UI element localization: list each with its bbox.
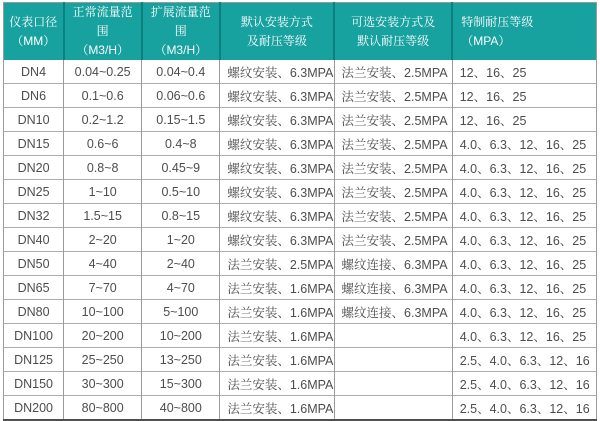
cell-optional-install: 法兰安装、2.5MPA xyxy=(334,228,452,252)
table-row-dn4 xyxy=(4,60,597,84)
table-row-dn100 xyxy=(4,324,597,348)
cell-normal-flow: 0.1~0.6 xyxy=(64,84,142,108)
cell-default-install: 法兰安装、1.6MPA xyxy=(220,324,334,348)
table-row-dn6 xyxy=(4,84,597,108)
table-row-dn150 xyxy=(4,372,597,396)
cell-optional-install: 法兰安装、2.5MPA xyxy=(334,180,452,204)
cell-special-pressure: 4.0、6.3、12、16、25 xyxy=(452,204,596,228)
table-row-dn65 xyxy=(4,276,597,300)
table-row-dn50 xyxy=(4,252,597,276)
cell-diameter: DN10 xyxy=(4,108,64,132)
column-header-special-pressure xyxy=(452,3,596,61)
cell-normal-flow: 4~40 xyxy=(64,252,142,276)
cell-special-pressure: 4.0、6.3、12、16、25 xyxy=(452,180,596,204)
cell-optional-install xyxy=(334,348,452,372)
cell-default-install: 螺纹安装、6.3MPA xyxy=(220,84,334,108)
cell-default-install: 螺纹安装、6.3MPA xyxy=(220,204,334,228)
table-row-dn80 xyxy=(4,300,597,324)
cell-optional-install: 螺纹连接、6.3MPA xyxy=(334,252,452,276)
column-header-optional-install xyxy=(334,3,452,61)
cell-normal-flow: 25~250 xyxy=(64,348,142,372)
cell-default-install: 螺纹安装、6.3MPA xyxy=(220,156,334,180)
cell-extended-flow: 10~200 xyxy=(142,324,220,348)
cell-diameter: DN25 xyxy=(4,180,64,204)
cell-optional-install: 法兰安装、2.5MPA xyxy=(334,84,452,108)
table-row-dn15 xyxy=(4,132,597,156)
column-header-normal-flow xyxy=(64,3,142,61)
cell-default-install: 法兰安装、1.6MPA xyxy=(220,276,334,300)
cell-optional-install: 法兰安装、2.5MPA xyxy=(334,132,452,156)
cell-diameter: DN15 xyxy=(4,132,64,156)
cell-extended-flow: 0.04~0.4 xyxy=(142,60,220,84)
cell-normal-flow: 7~70 xyxy=(64,276,142,300)
cell-normal-flow: 0.2~1.2 xyxy=(64,108,142,132)
cell-diameter: DN200 xyxy=(4,396,64,421)
cell-default-install: 法兰安装、1.6MPA xyxy=(220,396,334,421)
table-row-dn40 xyxy=(4,228,597,252)
cell-special-pressure: 4.0、6.3、12、16、25 xyxy=(452,276,596,300)
cell-extended-flow: 0.5~10 xyxy=(142,180,220,204)
cell-optional-install: 螺纹连接、6.3MPA xyxy=(334,276,452,300)
cell-normal-flow: 20~200 xyxy=(64,324,142,348)
cell-special-pressure: 2.5、4.0、6.3、12、16 xyxy=(452,372,596,396)
cell-normal-flow: 10~100 xyxy=(64,300,142,324)
cell-default-install: 法兰安装、1.6MPA xyxy=(220,348,334,372)
cell-special-pressure: 4.0、6.3、12、16、25 xyxy=(452,324,596,348)
column-header-line: 默认安装方式 xyxy=(240,14,313,29)
cell-extended-flow: 40~800 xyxy=(142,396,220,421)
cell-special-pressure: 4.0、6.3、12、16、25 xyxy=(452,132,596,156)
column-header-diameter xyxy=(4,3,64,61)
cell-special-pressure: 4.0、6.3、12、16、25 xyxy=(452,300,596,324)
cell-optional-install: 法兰安装、2.5MPA xyxy=(334,60,452,84)
cell-special-pressure: 12、16、25 xyxy=(452,60,596,84)
cell-extended-flow: 4~70 xyxy=(142,276,220,300)
cell-diameter: DN40 xyxy=(4,228,64,252)
cell-default-install: 法兰安装、2.5MPA xyxy=(220,252,334,276)
cell-diameter: DN6 xyxy=(4,84,64,108)
column-header-line: 可选安装方式及 xyxy=(351,14,436,29)
cell-special-pressure: 2.5、4.0、6.3、12、16 xyxy=(452,348,596,372)
cell-default-install: 螺纹安装、6.3MPA xyxy=(220,108,334,132)
cell-extended-flow: 15~300 xyxy=(142,372,220,396)
cell-diameter: DN65 xyxy=(4,276,64,300)
cell-diameter: DN80 xyxy=(4,300,64,324)
cell-special-pressure: 4.0、6.3、12、16、25 xyxy=(452,252,596,276)
cell-optional-install: 法兰安装、2.5MPA xyxy=(334,108,452,132)
column-header-line: （MM） xyxy=(11,33,56,48)
column-header-default-install xyxy=(220,3,334,61)
cell-default-install: 螺纹安装、6.3MPA xyxy=(220,180,334,204)
cell-diameter: DN4 xyxy=(21,64,47,79)
cell-extended-flow: 0.45~9 xyxy=(142,156,220,180)
column-header-extended-flow xyxy=(142,3,220,61)
cell-optional-install: 法兰安装、2.5MPA xyxy=(334,156,452,180)
cell-default-install: 螺纹安装、6.3MPA xyxy=(220,228,334,252)
column-header-line: （M3/H） xyxy=(76,43,129,57)
table-row-dn32 xyxy=(4,204,597,228)
flowmeter-spec-table-wrapper xyxy=(3,2,597,421)
table-header xyxy=(4,3,597,61)
cell-extended-flow: 0.15~1.5 xyxy=(142,108,220,132)
cell-special-pressure: 2.5、4.0、6.3、12、16 xyxy=(452,396,596,421)
column-header-line: 仪表口径 xyxy=(9,14,58,29)
column-header-line: 扩展流量范围 xyxy=(150,5,211,38)
table-body xyxy=(4,60,597,420)
cell-optional-install xyxy=(334,396,452,421)
column-header-line: 正常流量范围 xyxy=(72,5,133,38)
cell-special-pressure: 12、16、25 xyxy=(452,84,596,108)
cell-diameter: DN32 xyxy=(4,204,64,228)
cell-extended-flow: 0.4~8 xyxy=(142,132,220,156)
cell-special-pressure: 4.0、6.3、12、16、25 xyxy=(452,228,596,252)
cell-extended-flow: 0.8~15 xyxy=(142,204,220,228)
cell-diameter: DN150 xyxy=(4,372,64,396)
cell-optional-install xyxy=(334,372,452,396)
cell-normal-flow: 2~20 xyxy=(64,228,142,252)
flowmeter-spec-table xyxy=(3,2,597,421)
cell-normal-flow: 0.8~8 xyxy=(64,156,142,180)
cell-default-install: 螺纹安装、6.3MPA xyxy=(220,60,334,84)
cell-default-install: 螺纹安装、6.3MPA xyxy=(220,132,334,156)
cell-optional-install xyxy=(334,324,452,348)
cell-special-pressure: 12、16、25 xyxy=(452,108,596,132)
cell-extended-flow: 5~100 xyxy=(142,300,220,324)
cell-normal-flow: 1.5~15 xyxy=(64,204,142,228)
table-row-dn25 xyxy=(4,180,597,204)
table-row-dn200 xyxy=(4,396,597,421)
cell-extended-flow: 13~250 xyxy=(142,348,220,372)
column-header-line: （M3/H） xyxy=(154,43,208,57)
cell-diameter: DN20 xyxy=(4,156,64,180)
cell-special-pressure: 4.0、6.3、12、16、25 xyxy=(452,156,596,180)
table-row-dn125 xyxy=(4,348,597,372)
cell-normal-flow: 0.04~0.25 xyxy=(64,60,142,84)
column-header-line: （MPA） xyxy=(461,33,511,48)
cell-diameter: DN50 xyxy=(4,252,64,276)
cell-diameter: DN125 xyxy=(4,348,64,372)
cell-normal-flow: 30~300 xyxy=(64,372,142,396)
column-header-line: 及耐压等级 xyxy=(246,33,307,48)
column-header-line: 默认耐压等级 xyxy=(357,33,430,48)
column-header-line: 特制耐压等级 xyxy=(461,14,534,29)
cell-default-install: 法兰安装、1.6MPA xyxy=(220,300,334,324)
cell-extended-flow: 0.06~0.6 xyxy=(142,84,220,108)
cell-extended-flow: 2~40 xyxy=(142,252,220,276)
cell-normal-flow: 1~10 xyxy=(64,180,142,204)
cell-normal-flow: 80~800 xyxy=(64,396,142,421)
table-row-dn10 xyxy=(4,108,597,132)
table-row-dn20 xyxy=(4,156,597,180)
cell-default-install: 法兰安装、1.6MPA xyxy=(220,372,334,396)
cell-diameter: DN100 xyxy=(4,324,64,348)
cell-extended-flow: 1~20 xyxy=(142,228,220,252)
cell-normal-flow: 0.6~6 xyxy=(64,132,142,156)
table-header-row xyxy=(4,3,597,61)
cell-optional-install: 法兰安装、2.5MPA xyxy=(334,204,452,228)
cell-optional-install: 螺纹连接、6.3MPA xyxy=(334,300,452,324)
